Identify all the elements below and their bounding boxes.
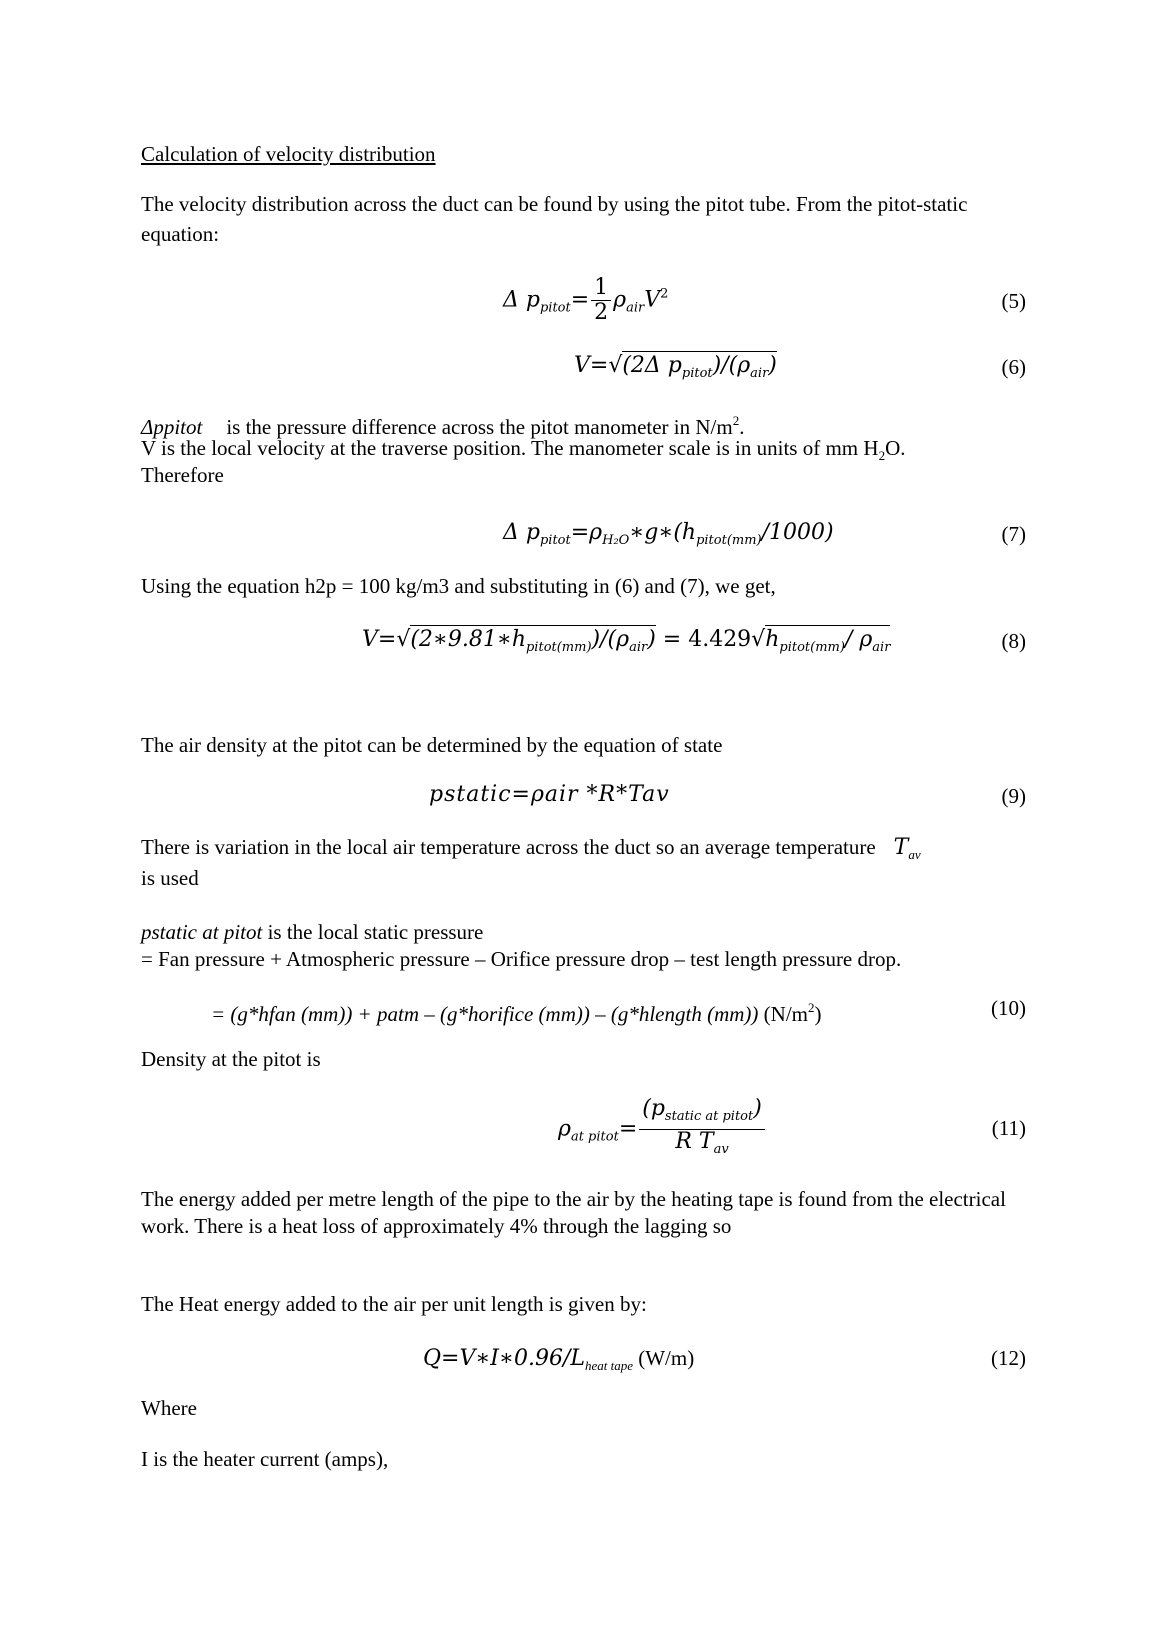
equation-9-number: (9): [1001, 784, 1026, 808]
pstatic-breakdown: = Fan pressure + Atmospheric pressure – Orifice pressure drop – test length pressure drop.: [141, 947, 902, 971]
equation-6-number: (6): [1001, 355, 1026, 379]
equation-10: = (g*hfan (mm)) + patm – (g*horifice (mm)) – (g*hlength (mm)) $(N/m^2)$: [211, 1000, 822, 1026]
equation-11: $\rho_{at pitot}=$ $\frac{(p_{static at pitot})}{R T_{av}}$: [558, 1097, 767, 1162]
temperature-paragraph-end: is used: [141, 866, 199, 890]
equation-7: Δ $p_{pitot}=\rho_{H_2O}∗g∗(h_{pitot(mm)}/1000)$: [503, 520, 834, 548]
equation-10-number: (10): [991, 996, 1026, 1020]
temperature-paragraph: There is variation in the local air temperature across the duct so an average temperature $T_{av}$: [141, 835, 921, 862]
heat-energy-paragraph: The Heat energy added to the air per unit length is given by:: [141, 1292, 647, 1316]
equation-12-number: (12): [991, 1346, 1026, 1370]
therefore-text: Therefore: [141, 463, 224, 487]
air-density-paragraph: The air density at the pitot can be determined by the equation of state: [141, 733, 723, 757]
equation-9: pstatic=ρair *R*Tav: [429, 782, 670, 807]
section-heading: Calculation of velocity distribution: [141, 142, 436, 166]
equation-8-number: (8): [1001, 629, 1026, 653]
pstatic-definition: pstatic at pitot is the local static pressure: [141, 920, 484, 944]
heater-current-definition: I is the heater current (amps),: [141, 1447, 389, 1471]
energy-paragraph: The energy added per metre length of the pipe to the air by the heating tape is found from the electrical work. There is a heat loss of approximately 4% through the lagging so: [141, 1187, 1006, 1238]
equation-8: $V=√(2∗9.81∗h_{pitot(mm)})/(\rho_{air}) = 4.429√h_{pitot(mm)}/$ $\rho_{air}$: [362, 627, 891, 655]
equation-5: Δ $p_{pitot}=$ $\frac{1}{2}$ $\rho_{air}V^2$: [503, 275, 669, 325]
density-at-pitot-text: Density at the pitot is: [141, 1047, 321, 1071]
where-text: Where: [141, 1396, 197, 1420]
equation-5-number: (5): [1001, 289, 1026, 313]
intro-paragraph: The velocity distribution across the duct can be found by using the pitot tube. From the pitot-static equation:: [141, 192, 968, 246]
equation-7-number: (7): [1001, 522, 1026, 546]
equation-12: $Q=V∗I∗0.96/L_{heat tape}$ (W/m): [423, 1346, 695, 1373]
equation-11-number: (11): [991, 1116, 1026, 1140]
definition-v: V is the local velocity at the traverse position. The manometer scale is in units of mm $H_2O$.: [141, 436, 906, 463]
using-paragraph: Using the equation h2p = 100 kg/m3 and substituting in (6) and (7), we get,: [141, 574, 776, 598]
definition-delta-p: Δppitot is the pressure difference across the pitot manometer in $N/m^2$.: [141, 413, 745, 439]
equation-6: V=√(2Δ $p_{pitot})/(\rho_{air})$: [574, 353, 777, 381]
